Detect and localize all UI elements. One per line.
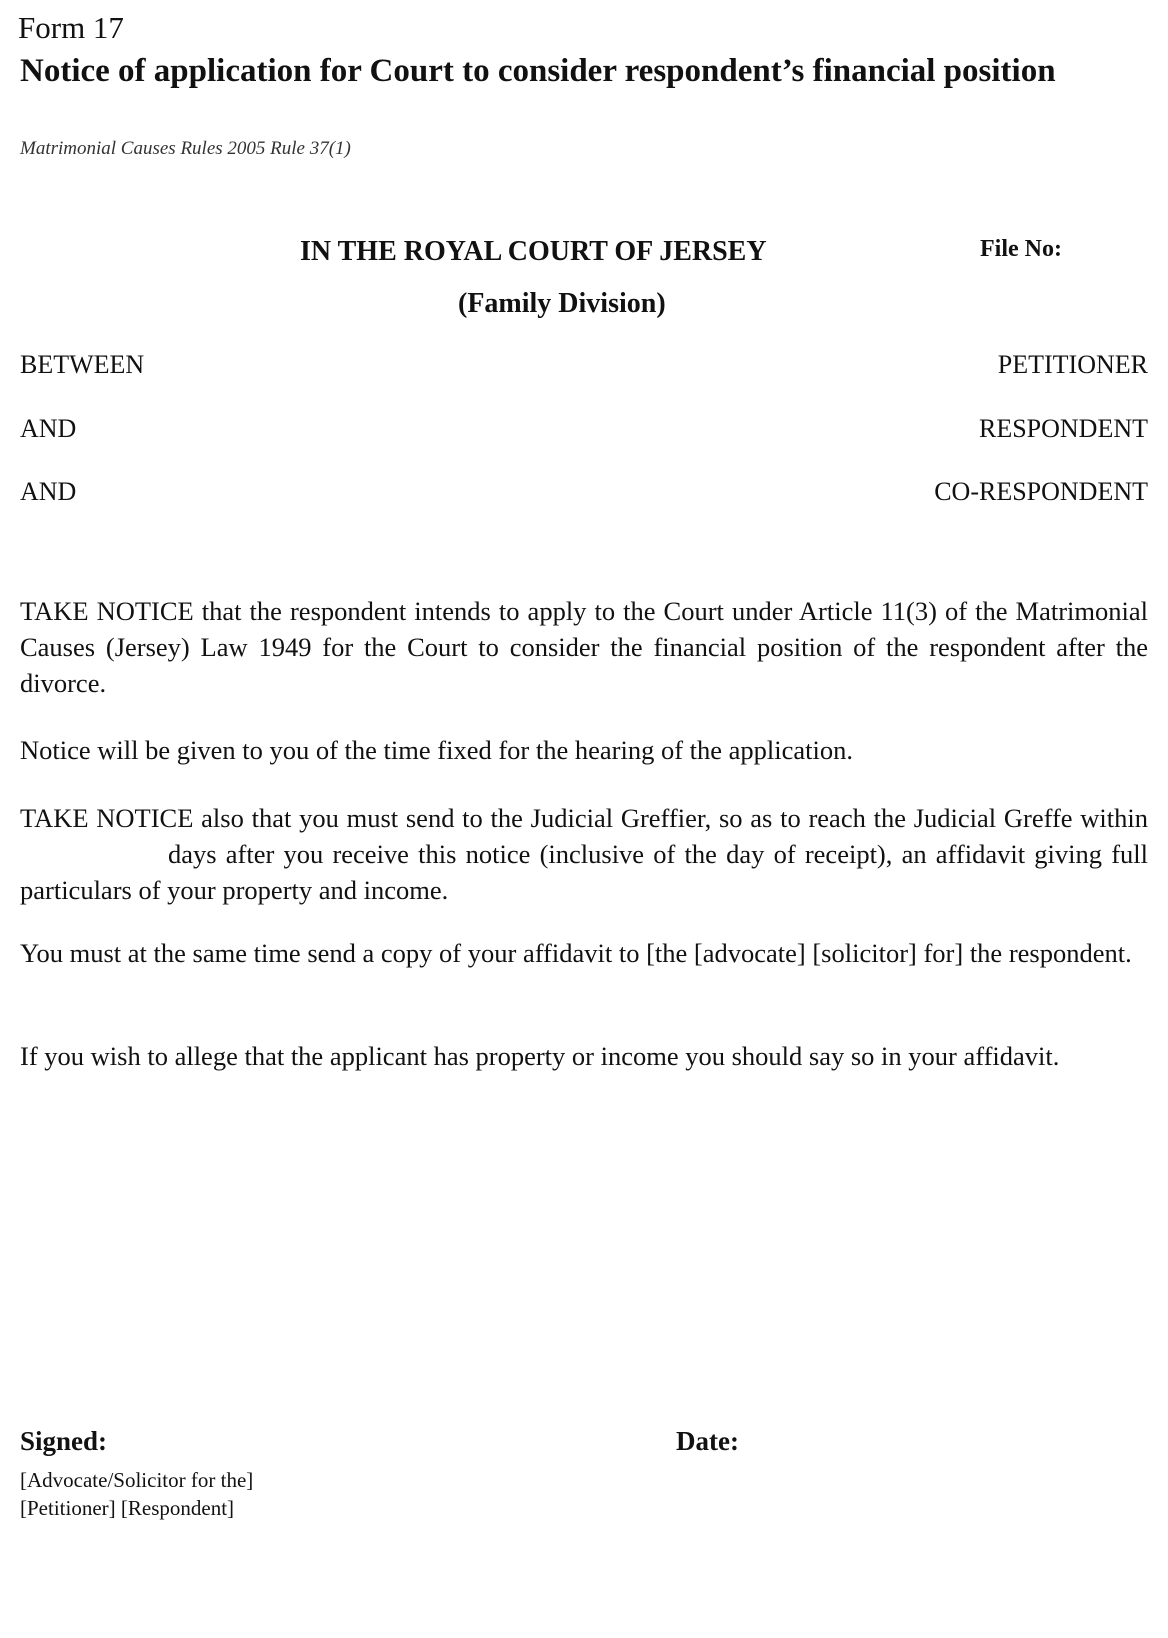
form-number: Form 17	[18, 10, 124, 45]
party-connector: AND	[20, 477, 77, 506]
court-division: (Family Division)	[458, 288, 666, 319]
form-title: Notice of application for Court to consider respondent’s financial position	[20, 53, 1056, 89]
signatory-line-2: [Petitioner] [Respondent]	[20, 1496, 235, 1520]
affidavit-deadline-text-end: days after you receive this notice (inclusive of the day of receipt), an affidavit giving full particulars of your property and income.	[20, 839, 1148, 905]
party-row-petitioner	[20, 350, 1148, 380]
notice-paragraph-allegation: If you wish to allege that the applicant has property or income you should say so in your affidavit.	[20, 1041, 1060, 1071]
affidavit-deadline-text-start: TAKE NOTICE also that you must send to the Judicial Greffier, so as to reach the Judicial Greffe within	[20, 803, 1148, 833]
signed-label: Signed:	[20, 1426, 108, 1456]
notice-paragraph-affidavit-deadline	[20, 800, 1148, 908]
date-label: Date:	[676, 1426, 739, 1456]
party-row-co-respondent	[20, 477, 1148, 507]
party-role: PETITIONER	[997, 350, 1148, 379]
notice-paragraph-hearing: Notice will be given to you of the time fixed for the hearing of the application.	[20, 735, 854, 765]
notice-paragraph-copy: You must at the same time send a copy of your affidavit to [the [advocate] [solicitor] for] the respondent.	[20, 938, 1132, 968]
party-connector: BETWEEN	[20, 350, 145, 379]
party-role: CO-RESPONDENT	[934, 477, 1148, 506]
rule-reference: Matrimonial Causes Rules 2005 Rule 37(1)	[20, 138, 351, 159]
signatory-line-1: [Advocate/Solicitor for the]	[20, 1468, 254, 1492]
court-name: IN THE ROYAL COURT OF JERSEY	[300, 236, 767, 267]
party-connector: AND	[20, 414, 77, 443]
notice-paragraph-application: TAKE NOTICE that the respondent intends to apply to the Court under Article 11(3) of the Matrimonial Causes (Jersey) Law 1949 for the Court to consider the financial position of the respondent after the divorce.	[20, 596, 1148, 698]
file-no-label: File No:	[980, 236, 1062, 262]
party-role: RESPONDENT	[978, 414, 1148, 443]
party-row-respondent	[20, 414, 1148, 444]
